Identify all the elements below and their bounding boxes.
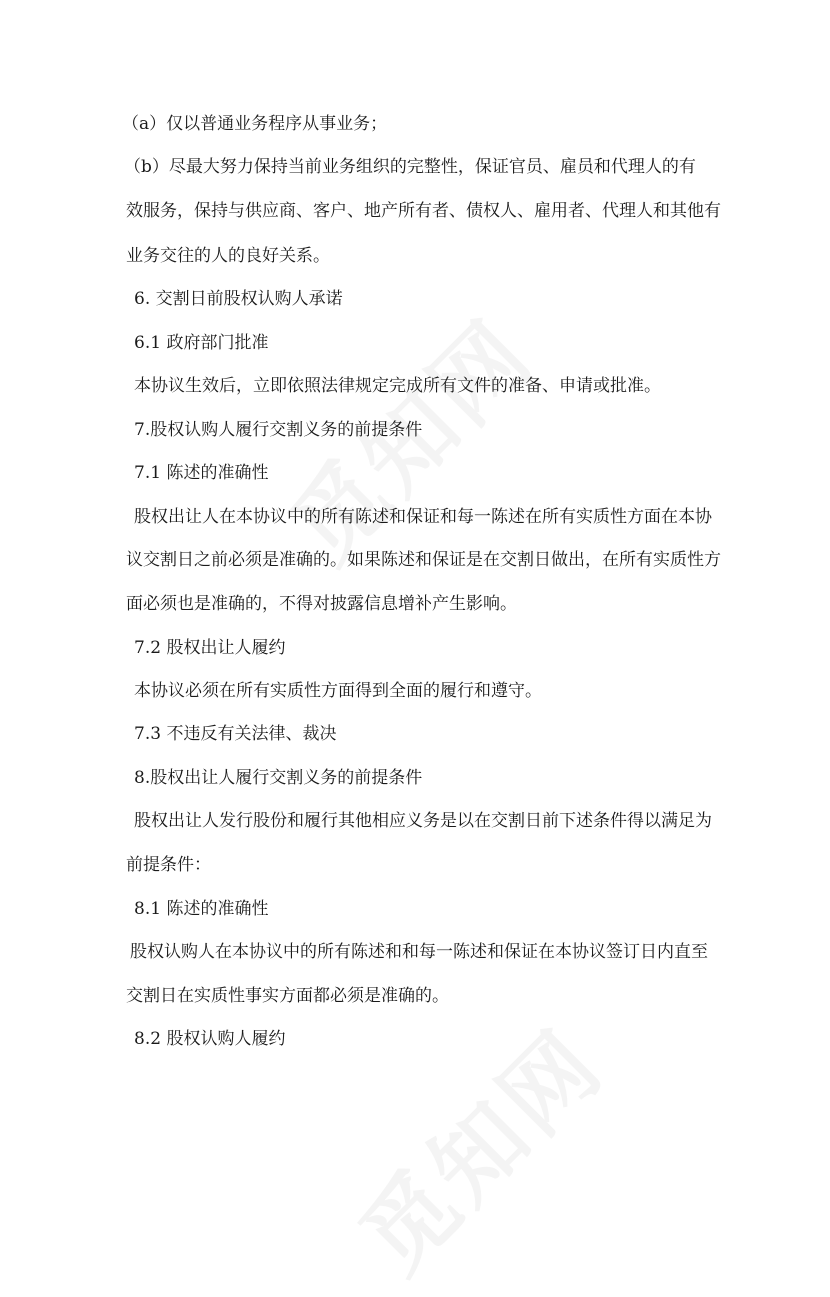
subsection-heading: 7.1 陈述的准确性	[134, 463, 269, 483]
paragraph-line: 前提条件：	[126, 855, 211, 875]
paragraph-line: 业务交往的人的良好关系。	[126, 246, 330, 266]
section-heading: 7.股权认购人履行交割义务的前提条件	[134, 420, 423, 440]
paragraph-line: 本协议必须在所有实质性方面得到全面的履行和遵守。	[134, 681, 542, 701]
paragraph-line: 股权出让人在本协议中的所有陈述和保证和每一陈述在所有实质性方面在本协	[134, 507, 712, 527]
paragraph-line: （a）仅以普通业务程序从事业务；	[122, 114, 388, 134]
subsection-heading: 8.1 陈述的准确性	[134, 899, 269, 919]
paragraph-line: 股权认购人在本协议中的所有陈述和和每一陈述和保证在本协议签订日内直至	[130, 942, 708, 962]
paragraph-line: 本协议生效后，立即依照法律规定完成所有文件的准备、申请或批准。	[134, 376, 661, 396]
paragraph-line: （b）尽最大努力保持当前业务组织的完整性，保证官员、雇员和代理人的有	[124, 157, 696, 177]
subsection-heading: 8.2 股权认购人履约	[134, 1029, 286, 1049]
subsection-heading: 7.2 股权出让人履约	[134, 638, 286, 658]
paragraph-line: 面必须也是准确的，不得对披露信息增补产生影响。	[126, 594, 517, 614]
paragraph-line: 效服务，保持与供应商、客户、地产所有者、债权人、雇用者、代理人和其他有	[126, 201, 721, 221]
section-heading: 8.股权出让人履行交割义务的前提条件	[134, 768, 423, 788]
paragraph-line: 股权出让人发行股份和履行其他相应义务是以在交割日前下述条件得以满足为	[134, 811, 712, 831]
subsection-heading: 6.1 政府部门批准	[134, 333, 269, 353]
section-heading: 6. 交割日前股权认购人承诺	[134, 289, 343, 309]
paragraph-line: 议交割日之前必须是准确的。如果陈述和保证是在交割日做出，在所有实质性方	[126, 550, 721, 570]
subsection-heading: 7.3 不违反有关法律、裁决	[134, 724, 337, 744]
paragraph-line: 交割日在实质性事实方面都必须是准确的。	[126, 986, 449, 1006]
